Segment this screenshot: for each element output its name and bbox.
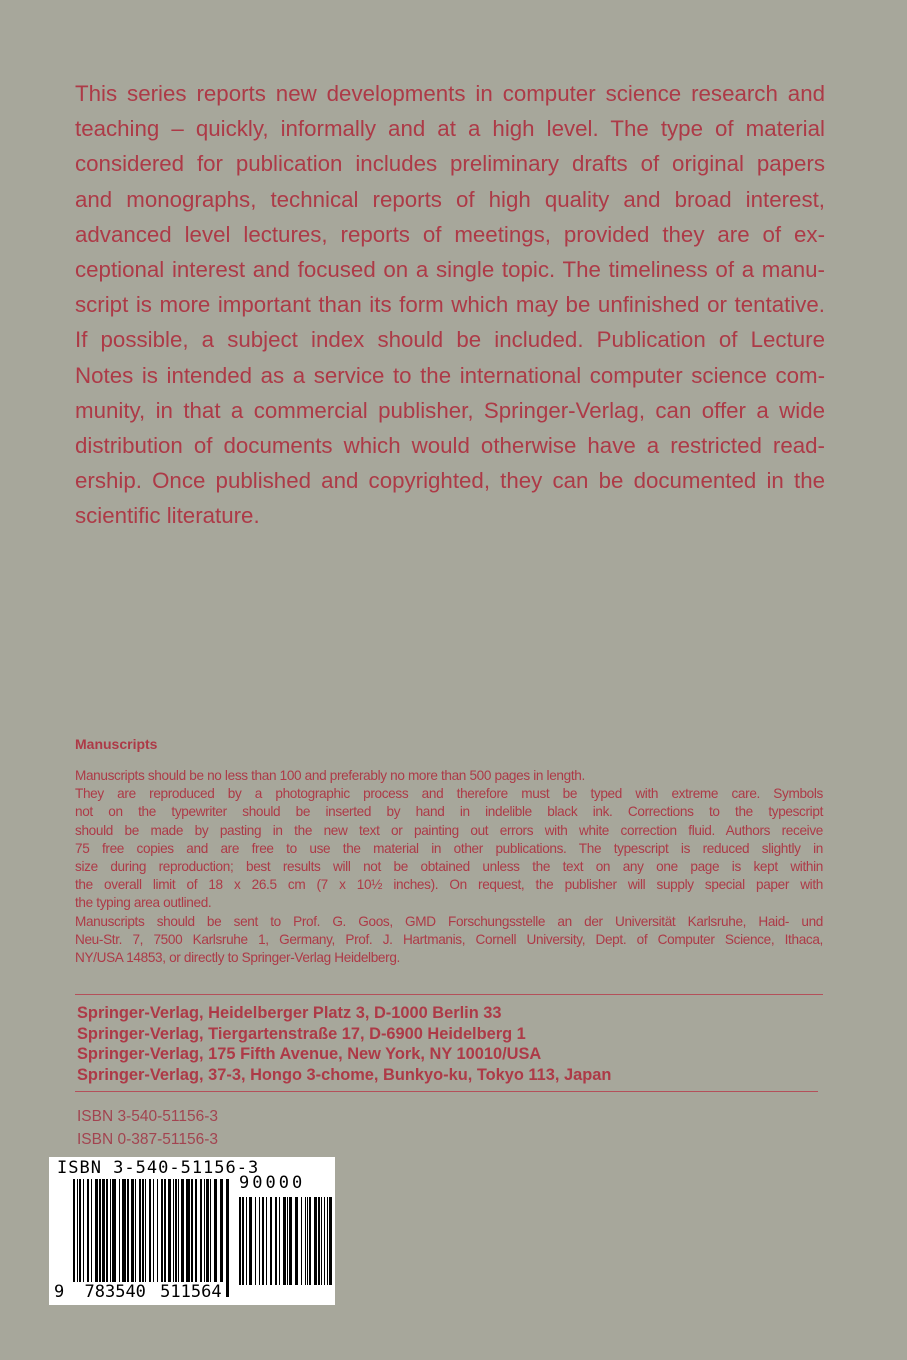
barcode-digits-right: 511564: [160, 1282, 222, 1302]
manuscripts-heading: Manuscripts: [75, 736, 158, 752]
barcode-bar: [309, 1197, 311, 1285]
barcode-bar: [157, 1179, 158, 1285]
barcode-bar: [226, 1179, 229, 1297]
ms-line: Manuscripts should be no less than 100 and preferably no more than 500 pages in length.: [75, 768, 585, 783]
barcode-bar: [307, 1197, 308, 1285]
manuscripts-text: [75, 767, 823, 967]
barcode-bar: [270, 1197, 272, 1285]
barcode-bar: [295, 1197, 298, 1285]
barcode-bar: [329, 1197, 332, 1285]
barcode-digit-first: 9: [54, 1282, 65, 1302]
barcode-bar: [279, 1197, 280, 1285]
barcode-bar: [95, 1179, 98, 1285]
ms-line: should be made by pasting in the new text or painting out errors with white correction fluid. Authors receive: [75, 822, 823, 838]
barcode-bar: [191, 1179, 193, 1285]
blurb-line: Notes is intended as a service to the international computer science com-: [75, 362, 825, 388]
barcode-bar: [139, 1179, 141, 1285]
barcode-bar: [249, 1197, 252, 1285]
barcode-bar: [314, 1197, 317, 1285]
ms-line: Manuscripts should be sent to Prof. G. Goos, GMD Forschungsstelle an der Universität Karlsruhe, Haid- und: [75, 913, 823, 929]
barcode-bar: [195, 1179, 197, 1285]
barcode-addon-text: 90000: [239, 1173, 306, 1193]
blurb-line: If possible, a subject index should be included. Publication of Lecture: [75, 327, 825, 353]
address-heidelberg: Springer-Verlag, Tiergartenstraße 17, D-6900 Heidelberg 1: [77, 1024, 526, 1043]
barcode-bar: [220, 1179, 223, 1285]
barcode-bar: [178, 1179, 179, 1285]
barcode-bar: [112, 1179, 116, 1285]
barcode-bar: [242, 1197, 244, 1285]
blurb-line: ership. Once published and copyrighted, they can be documented in the: [75, 468, 825, 494]
barcode-bar: [122, 1179, 126, 1285]
barcode-bar: [327, 1197, 328, 1285]
isbn-springer-berlin: ISBN 3-540-51156-3: [77, 1108, 219, 1125]
barcode-bar: [200, 1179, 202, 1285]
blurb-line: ceptional interest and focused on a single topic. The timeliness of a manu-: [75, 257, 825, 283]
barcode-bar: [214, 1179, 217, 1285]
barcode-bar: [324, 1197, 325, 1285]
barcode-bar: [318, 1197, 320, 1285]
ms-line: the overall limit of 18 x 26.5 cm (7 x 10½ inches). On request, the publisher will supply special paper with: [75, 877, 823, 893]
barcode-bar: [149, 1179, 151, 1285]
barcode-bar: [119, 1179, 120, 1285]
barcode-bar: [186, 1179, 190, 1285]
barcode-bar: [131, 1179, 134, 1285]
blurb-line: scientific literature.: [75, 503, 260, 529]
barcode-bar: [246, 1197, 247, 1285]
barcode-bar: [142, 1179, 144, 1285]
divider-bottom: [75, 1091, 818, 1092]
address-new-york: Springer-Verlag, 175 Fifth Avenue, New York, NY 10010/USA: [77, 1045, 542, 1064]
ms-line: the typing area outlined.: [75, 895, 212, 911]
blurb-line: teaching – quickly, informally and at a high level. The type of material: [75, 116, 825, 142]
address-tokyo: Springer-Verlag, 37-3, Hongo 3-chome, Bunkyo-ku, Tokyo 113, Japan: [77, 1066, 612, 1085]
barcode-bar: [262, 1197, 264, 1285]
blurb-line: distribution of documents which would otherwise have a restricted read-: [75, 433, 825, 459]
barcode-bar: [102, 1179, 105, 1285]
barcode-bar: [135, 1179, 136, 1285]
ms-line: NY/USA 14853, or directly to Springer-Verlag Heidelberg.: [75, 950, 400, 966]
barcode-bar: [287, 1197, 288, 1285]
blurb-line: considered for publication includes preliminary drafts of original papers: [75, 151, 825, 177]
blurb-line: This series reports new developments in computer science research and: [75, 81, 825, 106]
barcode-bar: [127, 1179, 129, 1285]
barcode-bar: [79, 1179, 81, 1285]
barcode-bar: [173, 1179, 174, 1285]
barcode-bar: [289, 1197, 292, 1285]
barcode-bar: [161, 1179, 163, 1285]
barcode-digits-left: 783540: [84, 1282, 146, 1302]
barcode-bar: [145, 1179, 146, 1285]
barcode-bar: [321, 1197, 322, 1285]
address-berlin: Springer-Verlag, Heidelberger Platz 3, D-1000 Berlin 33: [77, 1004, 502, 1022]
blurb-line: munity, in that a commercial publisher, Springer-Verlag, can offer a wide: [75, 397, 825, 423]
barcode-bar: [275, 1197, 277, 1285]
barcode-bar: [110, 1179, 111, 1285]
ms-line: Neu-Str. 7, 7500 Karlsruhe 1, Germany, Prof. J. Hartmanis, Cornell University, Dept. of Computer Science, Ithaca,: [75, 931, 823, 947]
barcode-bar: [164, 1179, 166, 1285]
barcode-bar: [204, 1179, 205, 1285]
blurb-line: and monographs, technical reports of high quality and broad interest,: [75, 186, 825, 212]
barcode-bar: [255, 1197, 256, 1285]
barcode-bar: [77, 1179, 78, 1297]
barcode-bar: [73, 1179, 75, 1297]
barcode-bar: [301, 1197, 302, 1285]
barcode-bar: [175, 1179, 177, 1285]
blurb-line: script is more important than its form which may be unfinished or tentative.: [75, 292, 825, 318]
series-description: [75, 76, 825, 534]
barcode-bar: [181, 1179, 184, 1285]
barcode-isbn-text: ISBN 3-540-51156-3: [57, 1158, 260, 1178]
barcode-bar: [106, 1179, 108, 1285]
ms-line: They are reproduced by a photographic process and therefore must be typed with extreme care. Symbols: [75, 786, 823, 802]
barcode-bar: [210, 1179, 211, 1285]
ms-line: not on the typewriter should be inserted by hand in indelible black ink. Corrections to the typescript: [75, 804, 823, 820]
barcode-bar: [83, 1179, 84, 1285]
divider-top: [75, 994, 823, 995]
barcode-bar: [239, 1197, 241, 1285]
isbn-barcode: [49, 1157, 335, 1305]
barcode-bar: [305, 1197, 306, 1285]
barcode-bar: [168, 1179, 171, 1285]
publisher-addresses: [77, 1003, 611, 1086]
barcode-bar: [283, 1197, 286, 1285]
barcode-bar: [91, 1179, 92, 1285]
barcode-bar: [266, 1197, 267, 1285]
barcode-bar: [153, 1179, 154, 1285]
blurb-line: advanced level lectures, reports of meetings, provided they are of ex-: [75, 221, 825, 247]
barcode-digits: [53, 1282, 223, 1302]
barcode-bar: [259, 1197, 260, 1285]
barcode-bar: [99, 1179, 101, 1285]
ms-line: 75 free copies and are free to use the material in other publications. The typescript is reduced slightly in: [75, 840, 823, 856]
barcode-bar: [87, 1179, 89, 1285]
barcode-bar: [206, 1179, 209, 1285]
ms-line: size during reproduction; best results will not be obtained unless the text on any one page is kept within: [75, 859, 823, 875]
isbn-springer-new-york: ISBN 0-387-51156-3: [77, 1131, 219, 1148]
